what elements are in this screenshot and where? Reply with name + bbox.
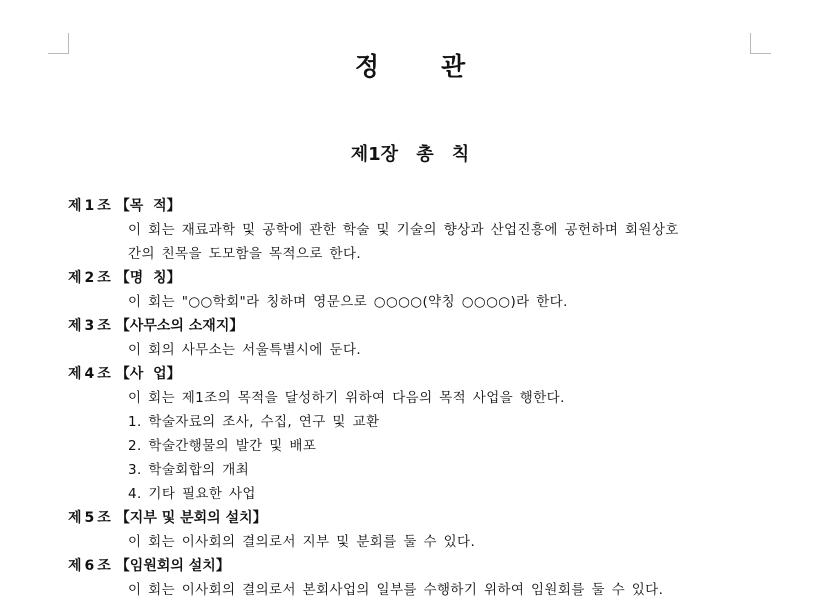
article-heading	[68, 266, 768, 290]
article-text-line: 간의 친목을 도모함을 목적으로 한다.	[128, 246, 362, 262]
article-text-line: 이 회는 제1조의 목적을 달성하기 위하여 다음의 목적 사업을 행한다.	[128, 390, 565, 406]
article-body	[128, 218, 753, 266]
article-1	[68, 194, 768, 266]
article-text-line: 이 회는 이사회의 결의로서 본회사업의 일부를 수행하기 위하여 임원회를 둘 수 있다.	[128, 582, 664, 598]
article-number: 제3조	[68, 318, 114, 334]
document-title: 정관	[354, 52, 528, 81]
list-item: 4. 기타 필요한 사업	[128, 486, 256, 502]
article-list	[68, 194, 768, 602]
article-title: 【임원회의 설치】	[115, 558, 230, 574]
article-6	[68, 554, 768, 602]
article-body	[128, 530, 753, 554]
article-heading	[68, 506, 768, 530]
article-3	[68, 314, 768, 362]
article-title: 【사무소의 소재지】	[115, 318, 244, 334]
article-body	[128, 338, 753, 362]
article-2	[68, 266, 768, 314]
list-item: 1. 학술자료의 조사, 수집, 연구 및 교환	[128, 414, 380, 430]
article-text-line: 이 회의 사무소는 서울특별시에 둔다.	[128, 342, 362, 358]
list-item: 2. 학술간행물의 발간 및 배포	[128, 438, 317, 454]
article-title: 【명 칭】	[115, 270, 181, 286]
article-5	[68, 506, 768, 554]
list-item: 3. 학술회합의 개최	[128, 462, 250, 478]
article-body	[128, 578, 753, 602]
article-text-line: 이 회는 재료과학 및 공학에 관한 학술 및 기술의 향상과 산업진흥에 공헌하며 회원상호	[128, 222, 679, 238]
article-body	[128, 386, 753, 506]
article-text-line: 이 회는 이사회의 결의로서 지부 및 분회를 둘 수 있다.	[128, 534, 476, 550]
article-4	[68, 362, 768, 506]
article-body	[128, 290, 753, 314]
article-title: 【사 업】	[115, 366, 181, 382]
article-heading	[68, 554, 768, 578]
article-heading	[68, 314, 768, 338]
article-title: 【목 적】	[115, 198, 181, 214]
article-heading	[68, 194, 768, 218]
article-number: 제6조	[68, 558, 114, 574]
article-number: 제2조	[68, 270, 114, 286]
article-heading	[68, 362, 768, 386]
article-number: 제1조	[68, 198, 114, 214]
article-title: 【지부 및 분회의 설치】	[115, 510, 267, 526]
article-text-line: 이 회는 "○○학회"라 칭하며 영문으로 ○○○○(약칭 ○○○○)라 한다.	[128, 294, 568, 310]
article-number: 제4조	[68, 366, 114, 382]
article-number: 제5조	[68, 510, 114, 526]
chapter-title: 제1장 총 칙	[350, 144, 470, 165]
